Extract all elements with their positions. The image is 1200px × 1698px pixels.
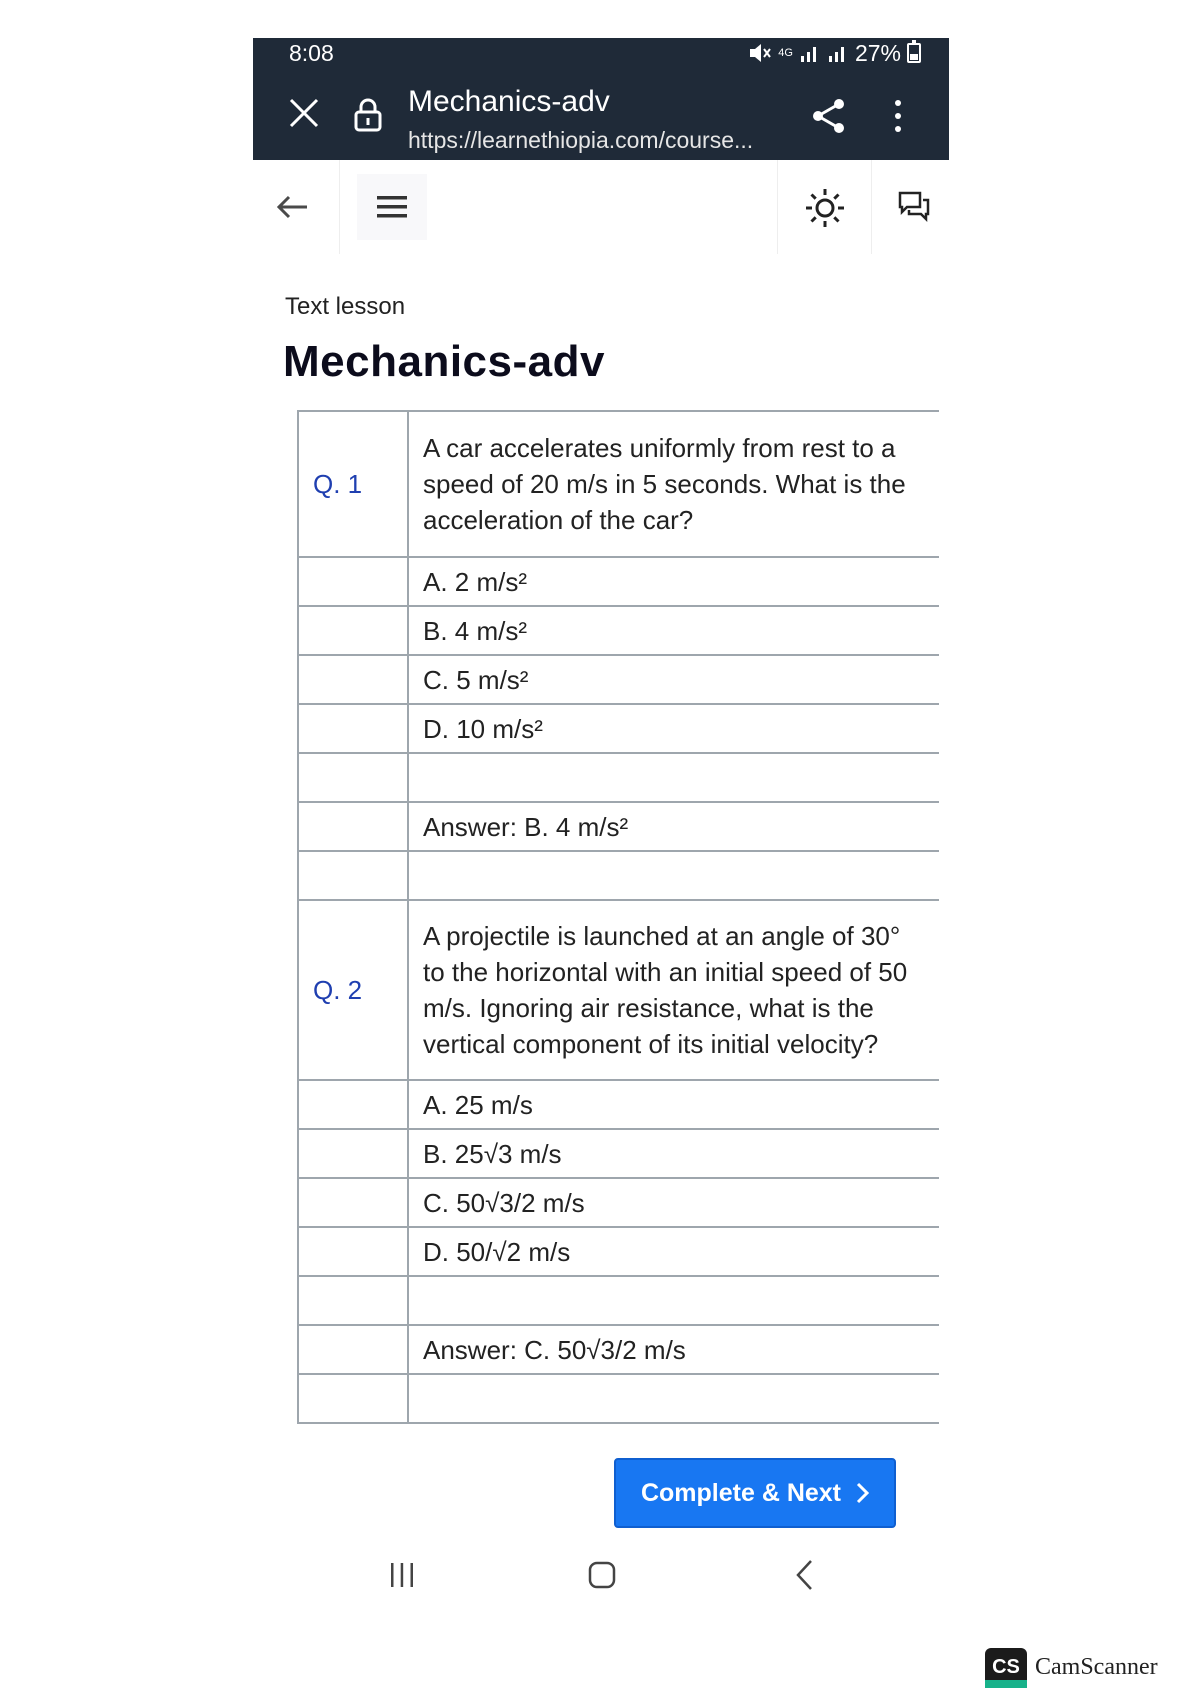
- option-row: [298, 557, 939, 606]
- question-number: Q. 1: [298, 411, 408, 557]
- battery-icon: [907, 43, 921, 63]
- close-icon[interactable]: [287, 96, 321, 130]
- sun-icon[interactable]: [803, 186, 847, 230]
- answer-text: Answer: B. 4 m/s²: [408, 802, 939, 851]
- page-title-tab: Mechanics-adv: [408, 85, 610, 118]
- signal-icon-2: [827, 43, 849, 63]
- option-d: D. 50/√2 m/s: [408, 1227, 939, 1276]
- arrow-left-icon[interactable]: [273, 188, 311, 226]
- option-row: [298, 1129, 939, 1178]
- question-row: [298, 411, 939, 557]
- lesson-content: [297, 410, 939, 1442]
- share-icon[interactable]: [809, 96, 849, 136]
- option-row: [298, 1178, 939, 1227]
- empty-row: [298, 753, 939, 802]
- answer-row: [298, 802, 939, 851]
- questions-table: [297, 410, 939, 1424]
- empty-row: [298, 1276, 939, 1325]
- lesson-title: Mechanics-adv: [283, 337, 605, 386]
- url-text[interactable]: https://learnethiopia.com/course...: [408, 127, 754, 153]
- browser-header: [253, 38, 949, 160]
- option-a: A. 2 m/s²: [408, 557, 939, 606]
- option-row: [298, 1227, 939, 1276]
- signal-icon: [799, 43, 821, 63]
- status-time: 8:08: [289, 40, 334, 66]
- question-number: Q. 2: [298, 900, 408, 1080]
- option-b: B. 4 m/s²: [408, 606, 939, 655]
- divider: [777, 160, 778, 254]
- option-row: [298, 704, 939, 753]
- battery-percent: 27%: [854, 40, 901, 66]
- complete-next-label: Complete & Next: [640, 1478, 842, 1507]
- question-text: A car accelerates uniformly from rest to a speed of 20 m/s in 5 seconds. What is the acceleration of the car?: [408, 411, 939, 557]
- option-row: [298, 655, 939, 704]
- answer-text: Answer: C. 50√3/2 m/s: [408, 1325, 939, 1374]
- question-row: [298, 900, 939, 1080]
- phone-screen: [253, 38, 949, 1648]
- divider: [339, 160, 340, 254]
- camscanner-watermark: CamScanner: [1035, 1654, 1158, 1680]
- option-b: B. 25√3 m/s: [408, 1129, 939, 1178]
- lock-icon[interactable]: [353, 98, 383, 132]
- back-nav-icon[interactable]: [793, 1558, 817, 1592]
- chat-icon[interactable]: [897, 190, 931, 224]
- complete-next-button[interactable]: [614, 1458, 896, 1528]
- empty-row: [298, 851, 939, 900]
- lesson-toolbar: [253, 160, 949, 254]
- mute-icon: [748, 42, 772, 64]
- hamburger-icon: [376, 194, 408, 220]
- camscanner-logo: [985, 1648, 1027, 1688]
- option-c: C. 5 m/s²: [408, 655, 939, 704]
- option-c: C. 50√3/2 m/s: [408, 1178, 939, 1227]
- question-text: A projectile is launched at an angle of 30° to the horizontal with an initial speed of 50 m/s. Ignoring air resistance, what is the vertical component of its initial velocity?: [408, 900, 939, 1080]
- status-icons: [748, 38, 921, 68]
- answer-row: [298, 1325, 939, 1374]
- network-type: 4G: [778, 46, 793, 59]
- menu-button[interactable]: [357, 174, 427, 240]
- kebab-menu-icon[interactable]: [893, 98, 903, 134]
- empty-row: [298, 1374, 939, 1423]
- option-row: [298, 1080, 939, 1129]
- option-row: [298, 606, 939, 655]
- home-icon[interactable]: [587, 1560, 617, 1590]
- recent-apps-icon[interactable]: [387, 1560, 417, 1590]
- divider: [871, 160, 872, 254]
- option-d: D. 10 m/s²: [408, 704, 939, 753]
- option-a: A. 25 m/s: [408, 1080, 939, 1129]
- lesson-type-label: Text lesson: [285, 293, 406, 320]
- chevron-right-icon: [855, 1482, 869, 1504]
- camscanner-logo-text: CS: [992, 1656, 1020, 1678]
